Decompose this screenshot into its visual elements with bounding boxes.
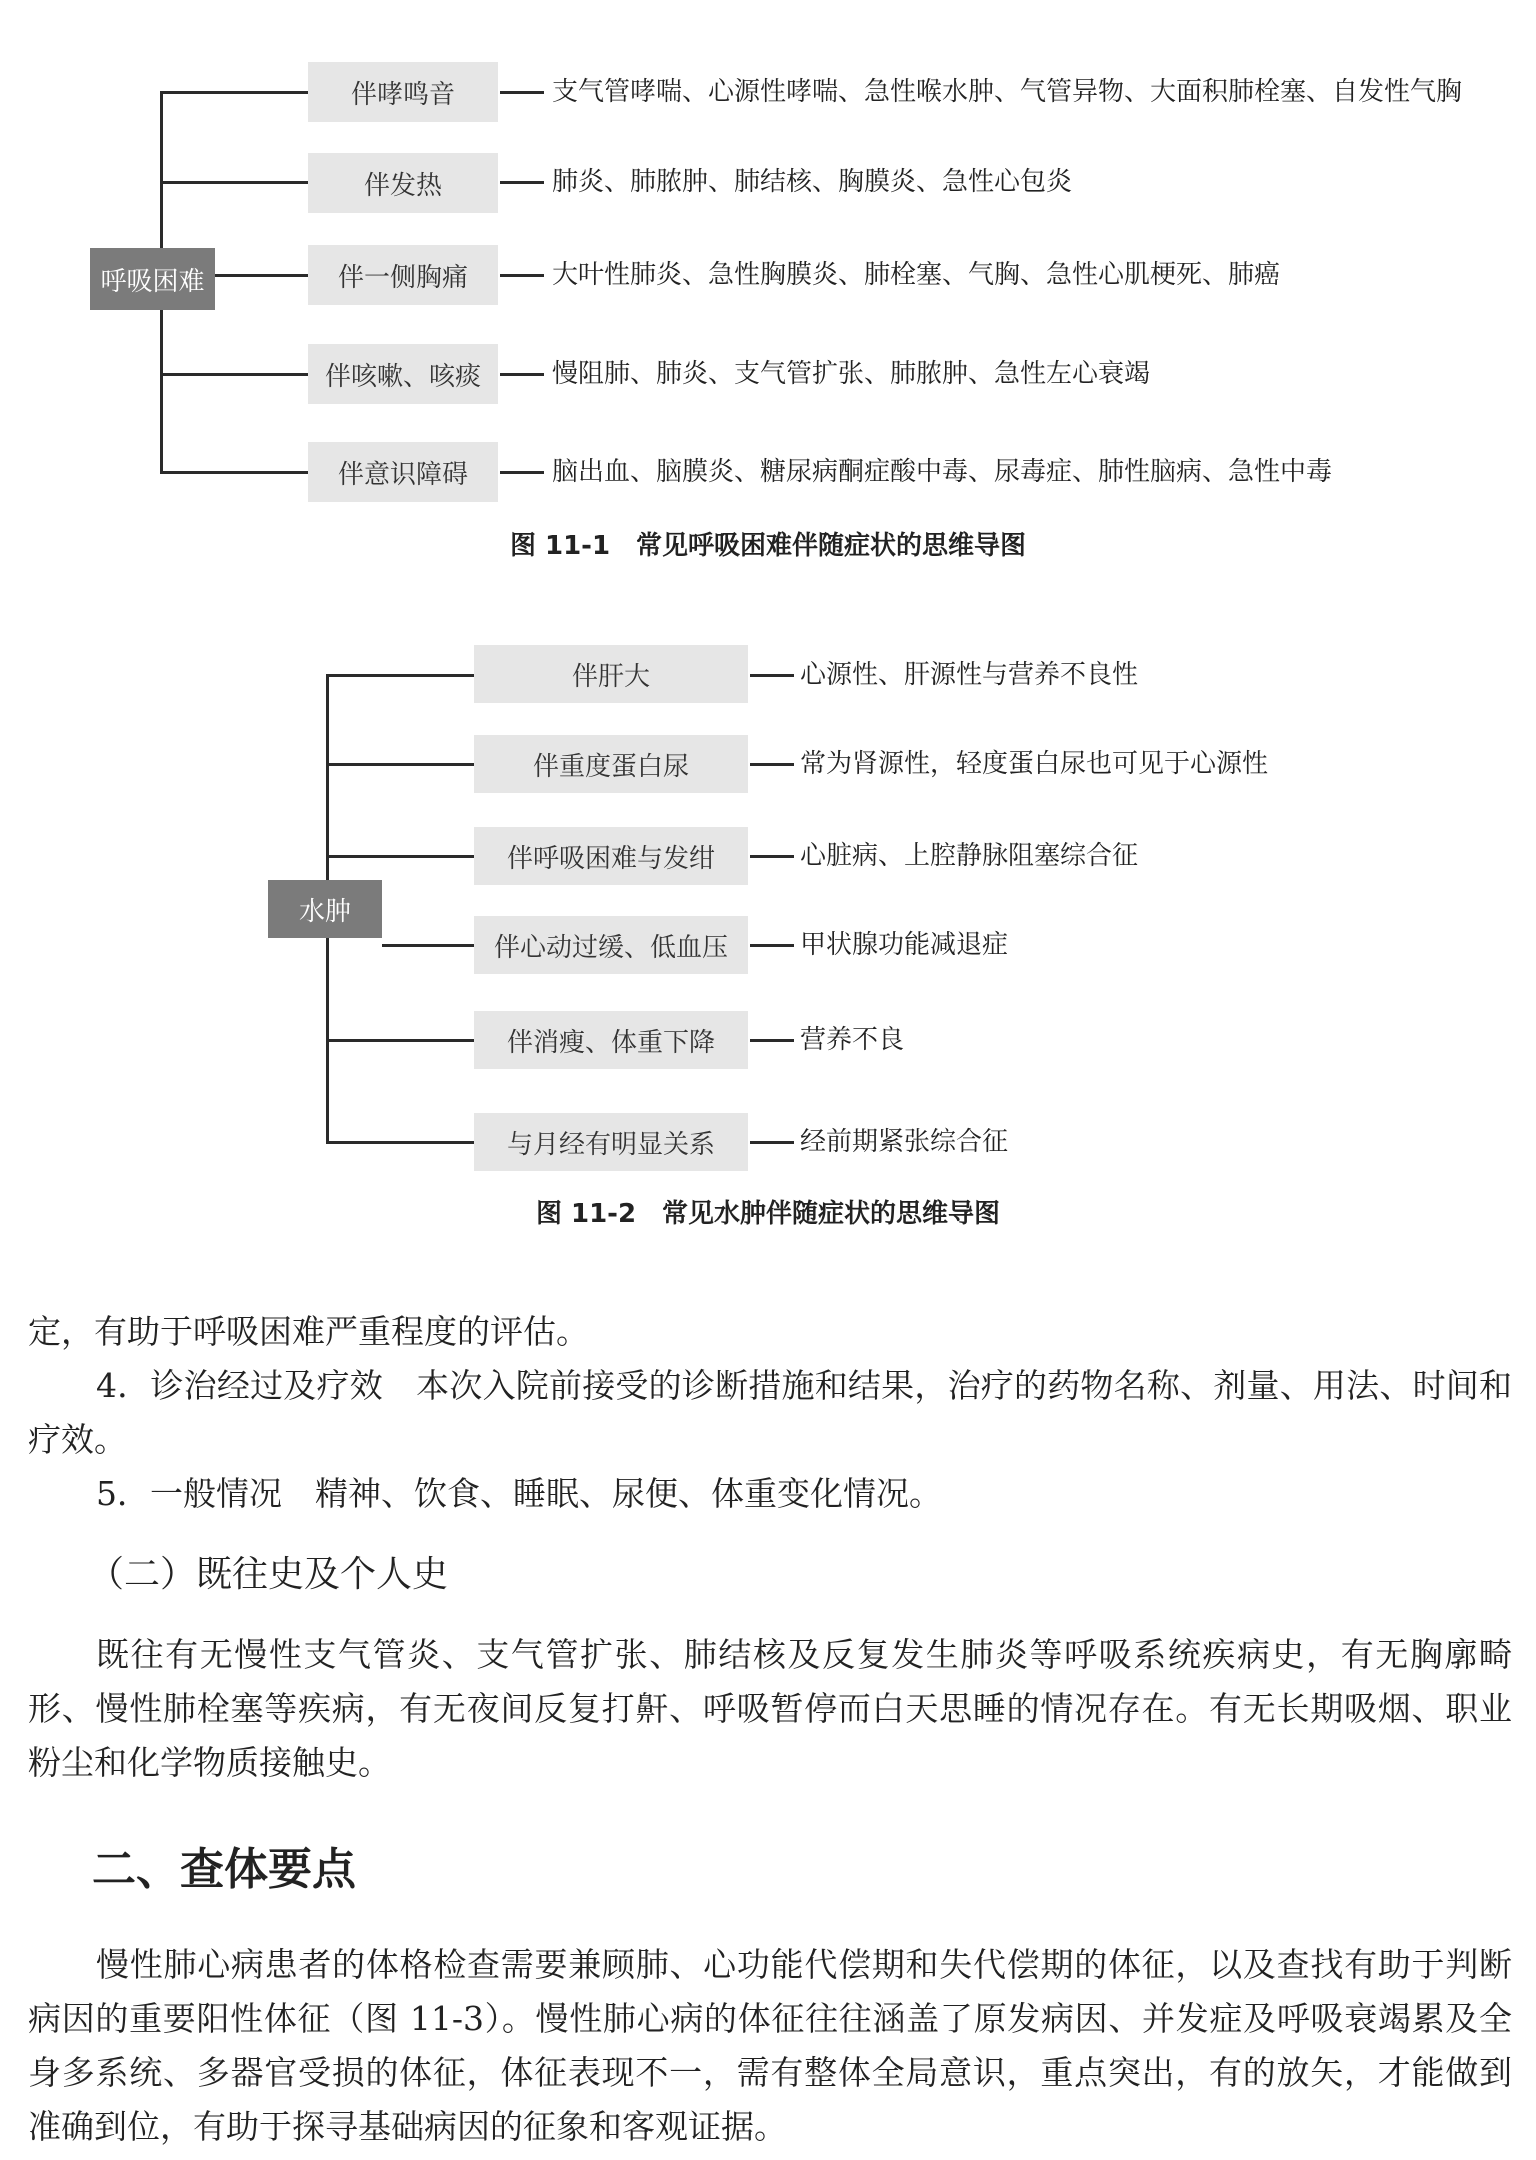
fig1-branch-connector bbox=[160, 181, 308, 184]
fig1-branch-connector bbox=[215, 274, 308, 277]
fig2-detail-dyspnea: 心脏病、上腔静脉阻塞综合征 bbox=[800, 841, 1139, 871]
paragraph-past-history: 既往有无慢性支气管炎、支气管扩张、肺结核及反复发生肺炎等呼吸系统疾病史，有无胸廓畸形、慢性肺栓塞等疾病，有无夜间反复打鼾、呼吸暂停而白天思睡的情况存在。有无长期吸烟、职业粉尘和化学物质接触史。 bbox=[28, 1635, 1512, 1782]
fig2-detail-connector bbox=[750, 855, 794, 858]
fig2-branch-connector bbox=[382, 944, 474, 947]
fig2-detail-connector bbox=[750, 674, 794, 677]
fig2-detail-connector bbox=[750, 1039, 794, 1042]
fig2-detail-menstruation: 经前期紧张综合征 bbox=[800, 1127, 1009, 1157]
paragraph-general-condition: 5．一般情况 精神、饮食、睡眠、尿便、体重变化情况。 bbox=[96, 1474, 942, 1513]
fig2-branch-hepatomegaly: 伴肝大 bbox=[474, 645, 748, 703]
paragraph-physical-exam: 慢性肺心病患者的体格检查需要兼顾肺、心功能代偿期和失代偿期的体征，以及查找有助于判断病因的重要阳性体征（图 11-3）。慢性肺心病的体征往往涵盖了原发病因、并发症及呼吸衰竭累及全身多系统、多器官受损的体征，体征表现不一，需有整体全局意识，重点突出，有的放矢，才能做到准确到位，有助于探寻基础病因的征象和客观证据。 bbox=[28, 1945, 1512, 2146]
fig1-detail-connector bbox=[500, 274, 544, 277]
subheading-past-history: （二）既往史及个人史 bbox=[88, 1554, 449, 1595]
paragraph-treatment-history: 4．诊治经过及疗效 本次入院前接受的诊断措施和结果，治疗的药物名称、剂量、用法、时间和疗效。 bbox=[28, 1366, 1512, 1459]
fig1-detail-wheezing: 支气管哮喘、心源性哮喘、急性喉水肿、气管异物、大面积肺栓塞、自发性气胸 bbox=[552, 77, 1463, 107]
fig1-detail-cough: 慢阻肺、肺炎、支气管扩张、肺脓肿、急性左心衰竭 bbox=[552, 359, 1151, 389]
fig1-detail-connector bbox=[500, 471, 544, 474]
fig2-branch-menstruation: 与月经有明显关系 bbox=[474, 1113, 748, 1171]
fig1-branch-connector bbox=[160, 373, 308, 376]
fig1-branch-connector bbox=[160, 471, 308, 474]
heading-physical-exam: 二、查体要点 bbox=[92, 1844, 356, 1895]
fig2-branch-connector bbox=[326, 763, 474, 766]
fig2-detail-connector bbox=[750, 763, 794, 766]
fig2-branch-connector bbox=[326, 674, 474, 677]
fig1-caption: 图 11-1 常见呼吸困难伴随症状的思维导图 bbox=[509, 531, 1027, 561]
fig2-detail-hepatomegaly: 心源性、肝源性与营养不良性 bbox=[800, 660, 1139, 690]
fig1-detail-consciousness: 脑出血、脑膜炎、糖尿病酮症酸中毒、尿毒症、肺性脑病、急性中毒 bbox=[552, 457, 1333, 487]
fig2-branch-connector bbox=[326, 855, 474, 858]
fig1-branch-consciousness: 伴意识障碍 bbox=[308, 442, 498, 502]
fig1-detail-fever: 肺炎、肺脓肿、肺结核、胸膜炎、急性心包炎 bbox=[552, 167, 1073, 197]
fig1-detail-connector bbox=[500, 373, 544, 376]
fig2-branch-proteinuria: 伴重度蛋白尿 bbox=[474, 735, 748, 793]
fig2-branch-connector bbox=[326, 1039, 474, 1042]
fig2-root: 水肿 bbox=[268, 880, 382, 938]
fig1-branch-cough: 伴咳嗽、咳痰 bbox=[308, 344, 498, 404]
fig2-branch-dyspnea: 伴呼吸困难与发绀 bbox=[474, 827, 748, 885]
fig1-branch-wheezing: 伴哮鸣音 bbox=[308, 62, 498, 122]
fig2-detail-proteinuria: 常为肾源性，轻度蛋白尿也可见于心源性 bbox=[800, 749, 1269, 779]
fig2-detail-bradycardia: 甲状腺功能减退症 bbox=[800, 930, 1009, 960]
fig2-caption: 图 11-2 常见水肿伴随症状的思维导图 bbox=[535, 1199, 1001, 1229]
fig1-branch-connector bbox=[160, 91, 308, 94]
fig1-branch-chest-pain: 伴一侧胸痛 bbox=[308, 245, 498, 305]
fig2-detail-connector bbox=[750, 1141, 794, 1144]
fig2-branch-weight-loss: 伴消瘦、体重下降 bbox=[474, 1011, 748, 1069]
fig1-root: 呼吸困难 bbox=[90, 248, 215, 310]
fig2-detail-weight-loss: 营养不良 bbox=[800, 1025, 905, 1055]
paragraph-continuation: 定，有助于呼吸困难严重程度的评估。 bbox=[28, 1312, 589, 1351]
fig2-branch-bradycardia: 伴心动过缓、低血压 bbox=[474, 916, 748, 974]
fig2-branch-connector bbox=[326, 1141, 474, 1144]
fig2-detail-connector bbox=[750, 944, 794, 947]
fig1-detail-chest-pain: 大叶性肺炎、急性胸膜炎、肺栓塞、气胸、急性心肌梗死、肺癌 bbox=[552, 260, 1281, 290]
fig1-detail-connector bbox=[500, 91, 544, 94]
fig1-detail-connector bbox=[500, 181, 544, 184]
fig1-branch-fever: 伴发热 bbox=[308, 153, 498, 213]
